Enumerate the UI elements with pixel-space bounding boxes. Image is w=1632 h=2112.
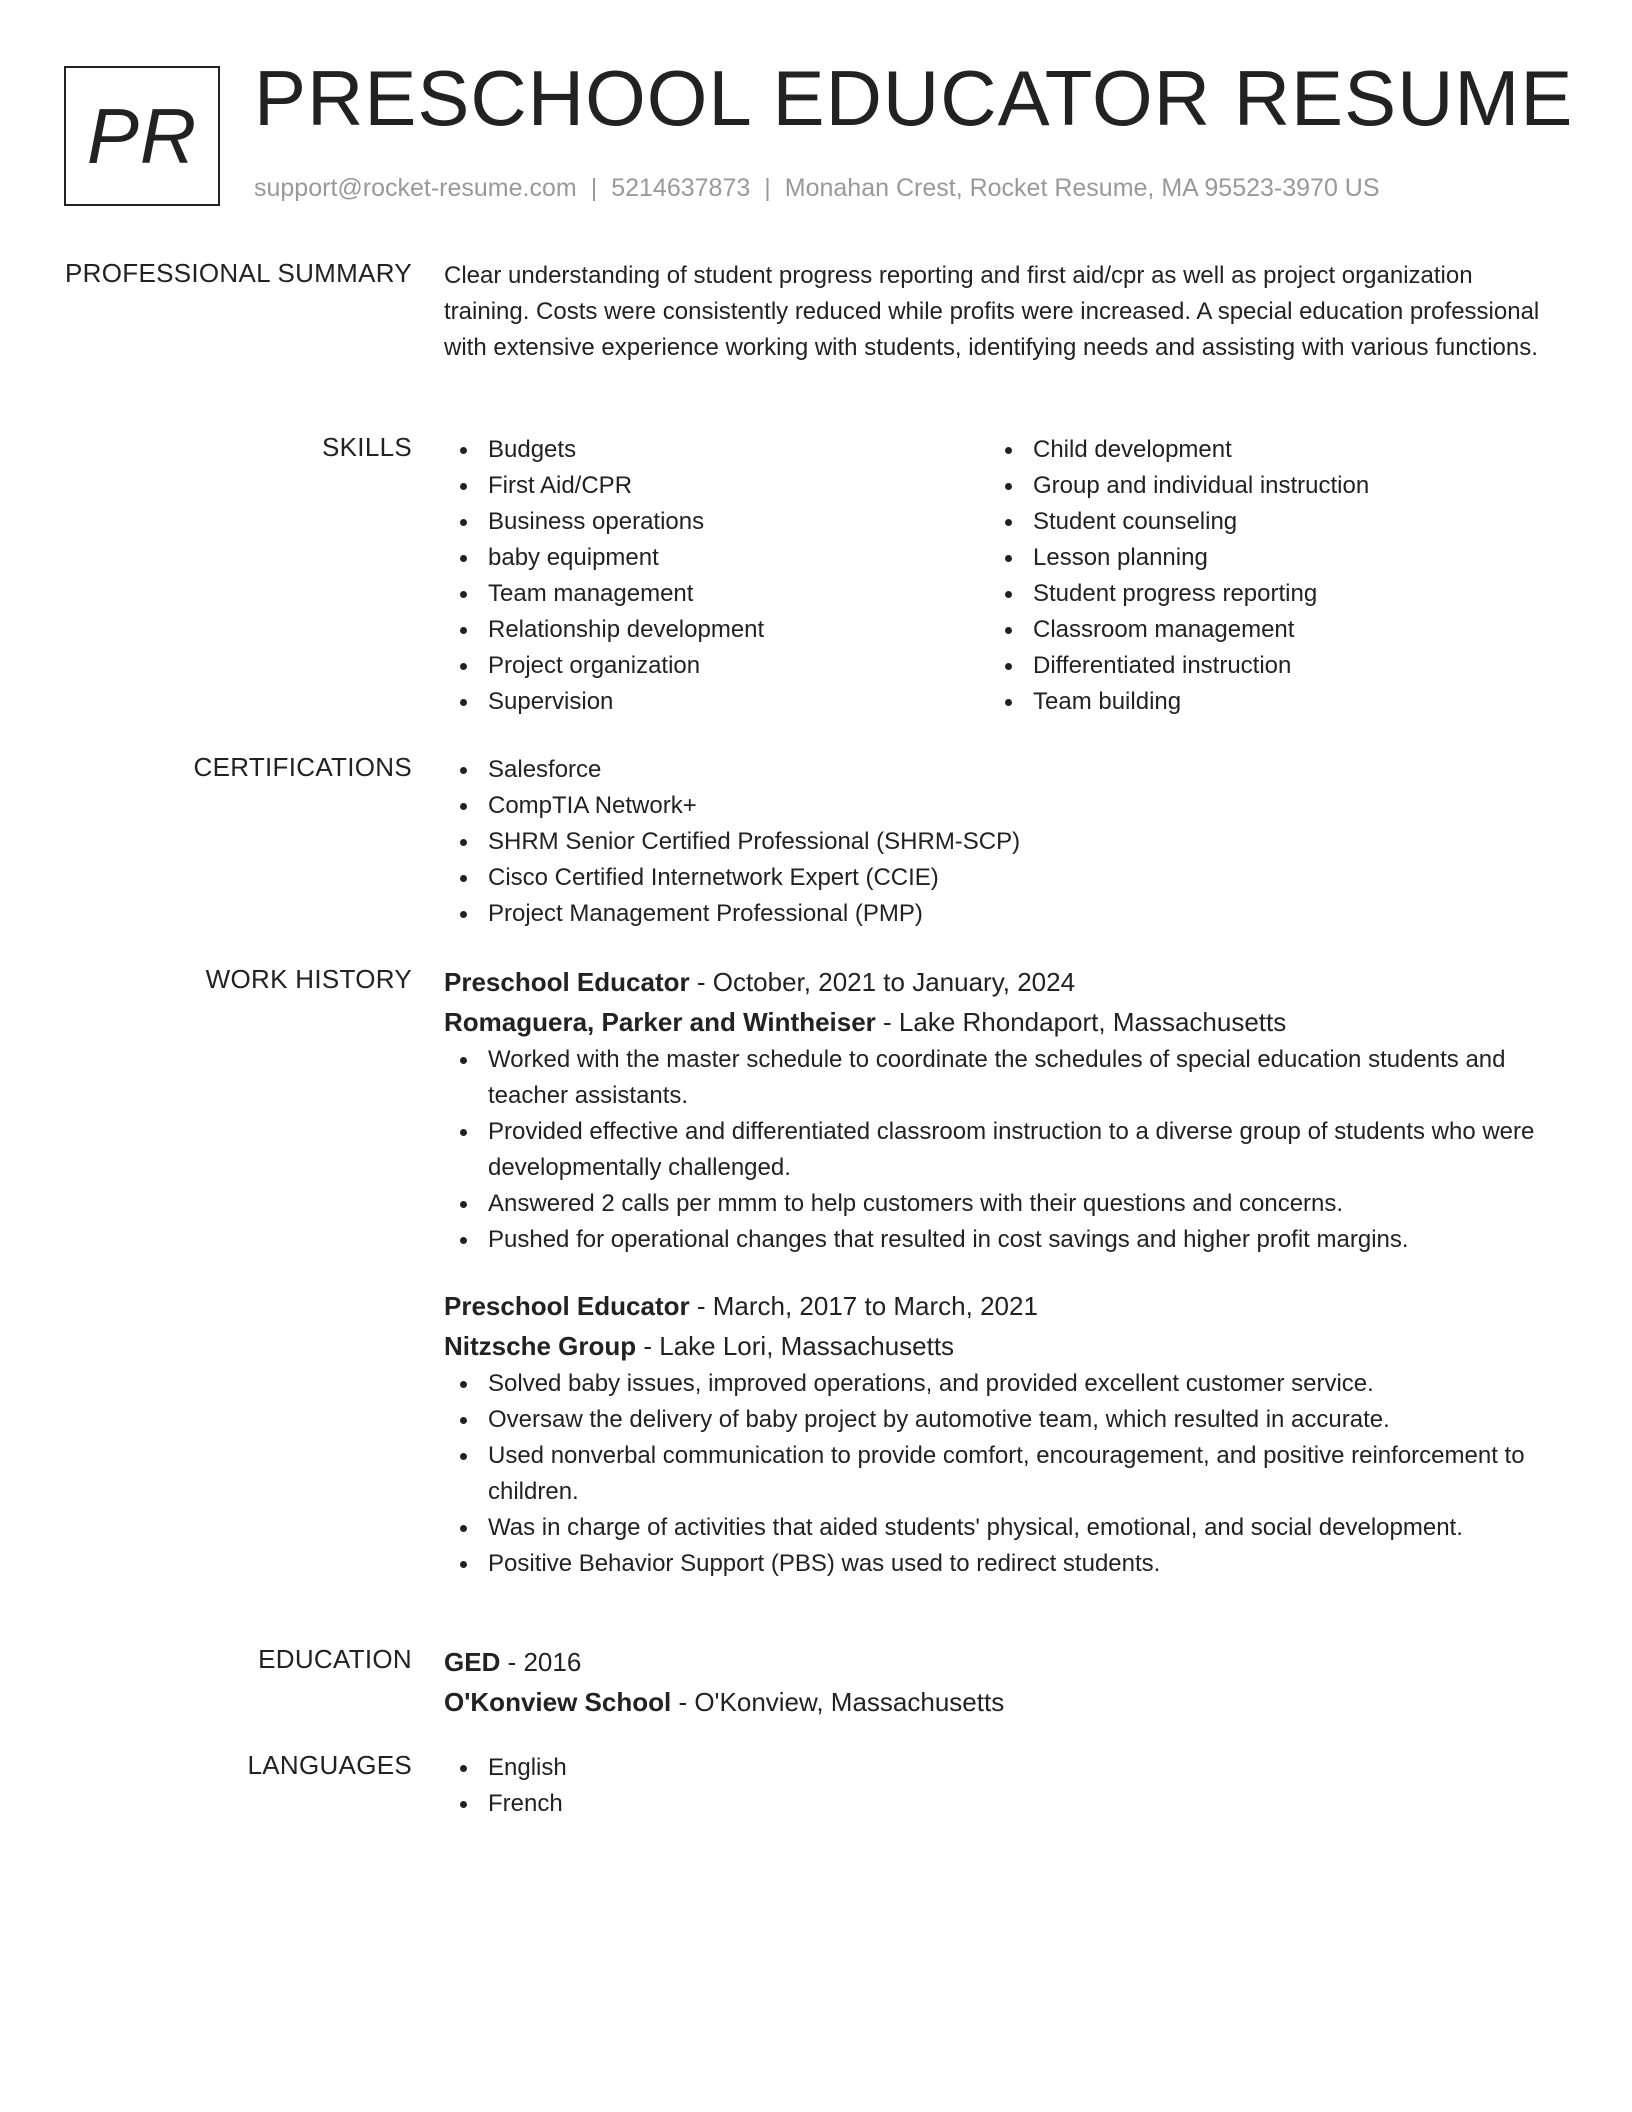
education-year: - 2016 [500, 1647, 582, 1677]
education-school: O'Konview School [444, 1687, 672, 1717]
list-item: Project organization [444, 648, 989, 684]
list-item: Student progress reporting [989, 576, 1534, 612]
contact-address: Monahan Crest, Rocket Resume, MA 95523-3970 US [784, 174, 1380, 202]
job-company: Romaguera, Parker and Wintheiser [444, 1007, 876, 1037]
job-duties-list [444, 1366, 1544, 1582]
list-item: CompTIA Network+ [444, 788, 1544, 824]
contact-line [254, 174, 1380, 203]
education-degree: GED [444, 1647, 501, 1677]
work-history-body [444, 962, 1544, 1582]
job-company-line [444, 1326, 1544, 1366]
list-item: Budgets [444, 432, 989, 468]
contact-separator: | [764, 174, 771, 202]
contact-separator: | [590, 174, 598, 202]
education-body [444, 1642, 1544, 1722]
languages-body [444, 1750, 1544, 1822]
list-item: Group and individual instruction [989, 468, 1534, 504]
job-title: Preschool Educator [444, 1291, 690, 1321]
list-item: English [444, 1750, 1544, 1786]
job-entry [444, 962, 1544, 1258]
job-title-line [444, 1286, 1544, 1326]
skills-list-left [444, 432, 989, 720]
list-item: Classroom management [989, 612, 1534, 648]
list-item: Child development [989, 432, 1534, 468]
job-location: - Lake Lori, Massachusetts [636, 1331, 955, 1361]
list-item: Solved baby issues, improved operations, and provided excellent customer service. [444, 1366, 1544, 1402]
list-item: Lesson planning [989, 540, 1534, 576]
section-label-education: EDUCATION [258, 1644, 412, 1674]
job-company-line [444, 1002, 1544, 1042]
list-item: Business operations [444, 504, 989, 540]
education-location: - O'Konview, Massachusetts [671, 1687, 1005, 1717]
section-label-certifications: CERTIFICATIONS [193, 752, 412, 782]
list-item: Salesforce [444, 752, 1544, 788]
contact-email: support@rocket-resume.com [254, 174, 577, 202]
section-label-work-history: WORK HISTORY [205, 964, 412, 994]
list-item: SHRM Senior Certified Professional (SHRM-SCP) [444, 824, 1544, 860]
list-item: French [444, 1786, 1544, 1822]
list-item: baby equipment [444, 540, 989, 576]
section-label-languages: LANGUAGES [247, 1750, 412, 1780]
list-item: Pushed for operational changes that resulted in cost savings and higher profit margins. [444, 1222, 1544, 1258]
monogram-badge: PR [64, 66, 220, 206]
certifications-body [444, 752, 1544, 932]
list-item: Worked with the master schedule to coordinate the schedules of special education students and teacher assistants. [444, 1042, 1544, 1114]
job-dates: - March, 2017 to March, 2021 [689, 1291, 1038, 1321]
list-item: Cisco Certified Internetwork Expert (CCIE) [444, 860, 1544, 896]
education-school-line [444, 1682, 1544, 1722]
list-item: Student counseling [989, 504, 1534, 540]
summary-text: Clear understanding of student progress reporting and first aid/cpr as well as project organization training. Costs were consistently reduced while profits were increased. A special education professional with extensive experience working with students, identifying needs and assisting with various functions. [444, 262, 1540, 361]
job-duties-list [444, 1042, 1544, 1258]
list-item: Provided effective and differentiated classroom instruction to a diverse group of students who were developmentally challenged. [444, 1114, 1544, 1186]
list-item: Relationship development [444, 612, 989, 648]
job-location: - Lake Rhondaport, Massachusetts [875, 1007, 1287, 1037]
skills-list-right [989, 432, 1534, 720]
list-item: Team management [444, 576, 989, 612]
list-item: Oversaw the delivery of baby project by automotive team, which resulted in accurate. [444, 1402, 1544, 1438]
list-item: Project Management Professional (PMP) [444, 896, 1544, 932]
job-title: Preschool Educator [444, 967, 690, 997]
certifications-list [444, 752, 1544, 932]
job-dates: - October, 2021 to January, 2024 [689, 967, 1076, 997]
list-item: Positive Behavior Support (PBS) was used to redirect students. [444, 1546, 1544, 1582]
job-company: Nitzsche Group [444, 1331, 637, 1361]
list-item: First Aid/CPR [444, 468, 989, 504]
languages-list [444, 1750, 1544, 1822]
list-item: Team building [989, 684, 1534, 720]
list-item: Supervision [444, 684, 989, 720]
list-item: Was in charge of activities that aided students' physical, emotional, and social development. [444, 1510, 1544, 1546]
list-item: Differentiated instruction [989, 648, 1534, 684]
list-item: Used nonverbal communication to provide comfort, encouragement, and positive reinforcement to children. [444, 1438, 1544, 1510]
section-label-summary: PROFESSIONAL SUMMARY [65, 258, 412, 288]
list-item: Answered 2 calls per mmm to help customers with their questions and concerns. [444, 1186, 1544, 1222]
section-label-skills: SKILLS [322, 432, 412, 462]
contact-phone: 5214637873 [611, 174, 751, 202]
job-entry [444, 1286, 1544, 1582]
education-degree-line [444, 1642, 1544, 1682]
resume-title: PRESCHOOL EDUCATOR RESUME [254, 54, 1574, 142]
skills-grid [444, 432, 1544, 720]
job-title-line [444, 962, 1544, 1002]
